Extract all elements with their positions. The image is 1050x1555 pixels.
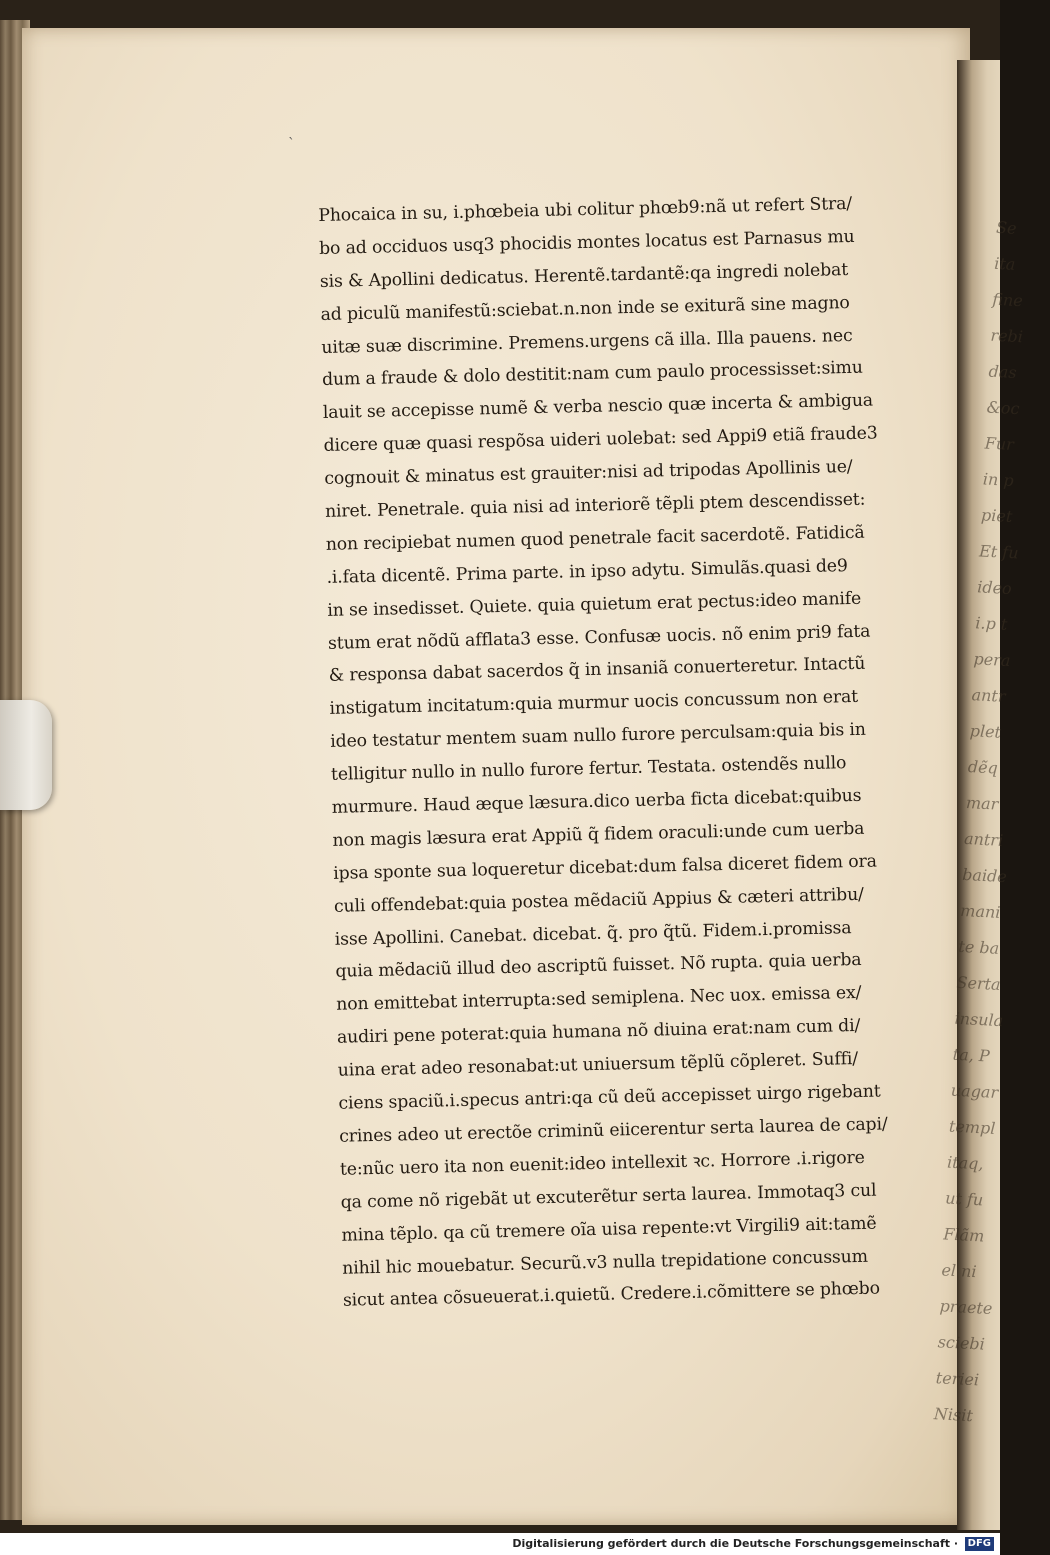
text-line: culi offendebat:quia postea mẽdaciũ Appius & cæteri attribu/	[333, 884, 864, 917]
text-line: niret. Penetrale. quia nisi ad interiorẽ tẽpli ptem descendisset:	[324, 489, 866, 522]
facing-page-fragment: pera	[973, 649, 1011, 671]
facing-page-fragment: ta, P	[952, 1044, 991, 1066]
facing-page-fragment: uagar	[950, 1080, 999, 1103]
commentary-text	[318, 187, 933, 1318]
facing-page-fragment: Serta	[956, 972, 1002, 995]
margin-mark: ˋ	[288, 136, 295, 152]
footer-credit: Digitalisierung gefördert durch die Deutsche Forschungsgemeinschaft ·	[512, 1537, 958, 1550]
text-line: & responsa dabat sacerdos q̃ in insaniã conuerteretur. Intactũ	[328, 654, 866, 687]
text-line: Phocaica in su, i.phœbeia ubi colitur phœb9:nã ut refert Stra/	[318, 193, 853, 226]
text-line: isse Apollini. Canebat. dicebat. q̃. pro q̃tũ. Fidem.i.promissa	[334, 917, 852, 950]
facing-page-fragment: insula	[954, 1008, 1004, 1031]
text-line: sicut antea cõsueuerat.i.quietũ. Credere.i.cõmittere se phœbo	[342, 1278, 881, 1312]
facing-page-fragment: templ	[948, 1116, 996, 1138]
text-line: instigatum incitatum:quia murmur uocis concussum non erat	[329, 687, 859, 720]
text-line: dicere quæ quasi respõsa uideri uolebat: sed Appi9 etiã fraude3	[323, 423, 878, 457]
text-line: ideo testatur mentem suam nullo furore perculsam:quia bis in	[330, 719, 866, 753]
facing-page-fragment: &oc	[986, 397, 1021, 419]
facing-page-fragment: das	[988, 361, 1018, 383]
text-line: lauit se accepisse numẽ & verba nescio quæ incerta & ambigua	[322, 390, 874, 424]
text-line: mina tẽplo. qa cũ tremere oĩa uisa repente:vt Virgili9 ait:tamẽ	[341, 1213, 877, 1246]
facing-page-fragment: Flãm	[942, 1224, 985, 1246]
facing-page-fragment: antri	[963, 828, 1004, 850]
text-line: non emittebat interrupta:sed semiplena. Nec uox. emissa ex/	[336, 983, 862, 1016]
facing-page-fragment: Fur	[984, 433, 1015, 454]
facing-page-fragment: rebi	[989, 325, 1024, 347]
text-line: dum a fraude & dolo destitit:nam cum paulo processisset:simu	[321, 358, 864, 391]
text-line: uitæ suæ discrimine. Premens.urgens cã illa. Illa pauens. nec	[321, 325, 853, 358]
facing-page-fragment: ideo	[976, 577, 1013, 599]
dfg-logo: DFG	[965, 1537, 994, 1551]
text-line: nihil hic mouebatur. Securũ.v3 nulla trepidatione concussum	[342, 1246, 869, 1279]
text-line: qa come nõ rigebãt ut excuterẽtur serta laurea. Immotaq3 cul	[340, 1180, 877, 1213]
text-line: cognouit & minatus est grauiter:nisi ad tripodas Apollinis ue/	[324, 457, 853, 490]
facing-page-fragment: Se	[995, 217, 1018, 238]
facing-page-fragment: teriei	[935, 1368, 980, 1390]
facing-page-fragment: i.p t	[974, 613, 1008, 634]
text-line: quia mẽdaciũ illud deo ascriptũ fuisset. Nõ rupta. quia uerba	[335, 950, 862, 983]
text-line: murmure. Haud æque læsura.dico uerba ficta dicebat:quibus	[331, 785, 862, 818]
facing-page-fragment: piet	[980, 505, 1013, 526]
facing-page-fragment: in p	[982, 469, 1015, 491]
text-line: uina erat adeo resonabat:ut uniuersum tẽplũ cõpleret. Suffi/	[337, 1049, 859, 1081]
text-line: ipsa sponte sua loqueretur dicebat:dum falsa diceret fidem ora	[333, 851, 877, 884]
text-line: non magis læsura erat Appiũ q̃ fidem oraculi:unde cum uerba	[332, 818, 865, 851]
page-clip	[0, 700, 52, 810]
facing-page-fragment: ut fu	[944, 1188, 984, 1210]
text-line: te:nũc uero ita non euenit:ideo intellexit ꝛc. Horrore .i.rigore	[339, 1147, 865, 1180]
facing-page-fragment: Nisit	[933, 1404, 974, 1426]
facing-page-fragment: praete	[939, 1296, 993, 1319]
text-line: stum erat nõdũ afflata3 esse. Confusæ uocis. nõ enim pri9 fata	[327, 621, 871, 654]
facing-page-fragment: mar	[965, 792, 999, 814]
facing-page-fragment: mani	[959, 900, 1001, 922]
facing-page-fragment: fine	[991, 289, 1024, 311]
facing-page-fragment: el ni	[941, 1260, 978, 1282]
text-line: in se insedisset. Quiete. quia quietum erat pectus:ideo manife	[327, 588, 862, 621]
text-line: crines adeo ut erectõe criminũ eiicerentur serta laurea de capi/	[339, 1114, 888, 1147]
facing-page-fragment: baide	[961, 864, 1008, 887]
facing-page-fragment: te ba	[957, 936, 1000, 958]
text-line: sis & Apollini dedicatus. Herentẽ.tardantẽ:qa ingredi nolebat	[319, 259, 849, 292]
facing-page-edge	[933, 60, 1024, 1530]
facing-page-fragment: plet	[969, 721, 1002, 742]
facing-page-fragment: antr	[971, 685, 1007, 706]
facing-page-fragment: Et fu	[978, 541, 1020, 563]
footer-bar	[0, 1533, 1000, 1555]
text-line: audiri pene poterat:quia humana nõ diuina erat:nam cum di/	[336, 1016, 861, 1049]
facing-page-fragment: itaq,	[946, 1152, 985, 1174]
facing-page-fragment: dẽq	[967, 757, 999, 778]
text-line: ciens spaciũ.i.specus antri:qa cũ deũ accepisset uirgo rigebant	[338, 1081, 881, 1114]
text-line: non recipiebat numen quod penetrale facit sacerdotẽ. Fatidicã	[325, 522, 865, 555]
text-line: ad piculũ manifestũ:sciebat.n.non inde se exiturã sine magno	[320, 292, 850, 325]
facing-page-fragment: sciebi	[937, 1332, 986, 1354]
text-line: bo ad occiduos usq3 phocidis montes locatus est Parnasus mu	[318, 226, 855, 259]
text-line: .i.fata dicentẽ. Prima parte. in ipso adytu. Simulãs.quasi de9	[326, 555, 848, 588]
text-line: telligitur nullo in nullo furore fertur. Testata. ostendẽs nullo	[330, 753, 847, 785]
facing-page-fragment: ita	[993, 253, 1016, 274]
